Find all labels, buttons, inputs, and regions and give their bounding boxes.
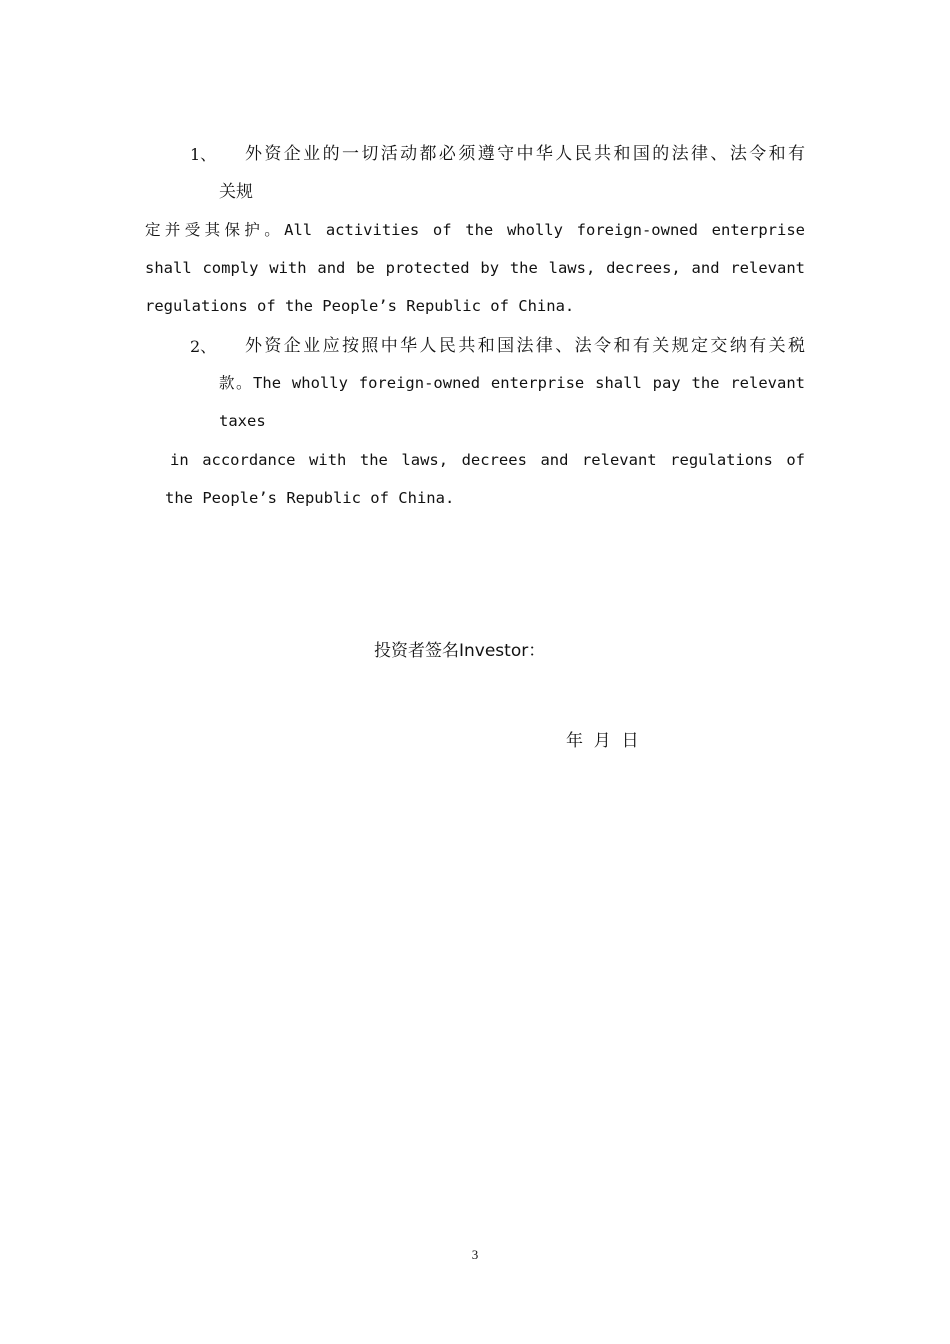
clause-1-line-5: regulations of the People’s Republic of China.: [145, 297, 575, 315]
clause-1-line-4: shall comply with and be protected by the laws, decrees, and relevant: [145, 259, 805, 277]
investor-signature-label: 投资者签名Investor：: [374, 641, 546, 661]
page-number: 3: [471, 1247, 479, 1262]
clause-2-marker: 2、: [190, 337, 217, 356]
clause-2-line-5: the People’s Republic of China.: [165, 489, 455, 507]
signature-date: 年 月 日: [566, 731, 639, 751]
clause-2-line-1: 外资企业应按照中华人民共和国法律、法令和有关规定交纳有关税: [245, 336, 805, 356]
clause-1-line-3: 定并受其保护。All activities of the wholly foreign-owned enterprise: [145, 221, 805, 239]
clause-1-line-2: 关规: [219, 182, 253, 202]
clause-2-line-2: 款。The wholly foreign-owned enterprise shall pay the relevant: [219, 374, 805, 392]
clause-2-line-3: taxes: [219, 412, 266, 430]
clause-1-line-1: 外资企业的一切活动都必须遵守中华人民共和国的法律、法令和有: [245, 144, 805, 164]
clause-2-line-4: in accordance with the laws, decrees and relevant regulations of: [170, 451, 805, 469]
clause-1-marker: 1、: [190, 145, 217, 164]
